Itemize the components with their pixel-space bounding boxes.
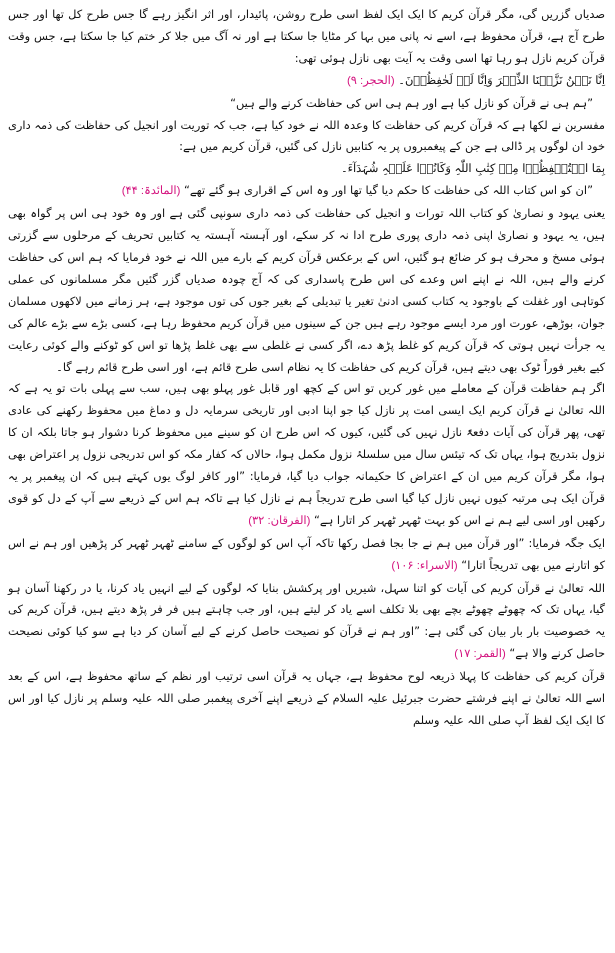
paragraph-intro: صدیاں گزریں گی، مگر قرآن کریم کا ایک ایک لفظ اسی طرح روشن، پائیدار، اور اثر انگیز رہے گا جس طرح کل تھا اور جس طرح آج ہے، قرآن محفوظ ہے، اسے نہ پانی میں بہا کر مٹایا جا سکتا ہے اور نہ آگ میں جلا کر ختم کیا جا سکتا ہے، جس وقت قرآن کریم نازل ہو رہا تھا اسی وقت یہ آیت بھی نازل ہوئی تھی:: [8, 7, 605, 65]
verse-text: اِنَّا نَحۡنُ نَزَّلۡنَا الذِّکۡرَ وَاِنَّا لَہٗ لَحٰفِظُوۡنَ۔: [398, 72, 605, 87]
paragraph-text: اگر ہم حفاظت قرآن کے معاملے میں غور کریں تو اس کے کچھ اور قابل غور پہلو بھی ہیں، سب سے پہلی بات تو یہ ہے کہ اللہ تعالیٰ نے قرآن کریم ایک ایسی امت پر نازل کیا جو اپنا ادبی اور تاریخی سرمایہ دل و دماغ میں محفوظ رکھنے کی عادی تھی، پھر قرآن کی آیات دفعۃً نازل نہیں کی گئیں، کیوں کہ اس طرح ان کو سینے میں محفوظ کرنا دشوار ہو جاتا بلکہ ان کا نزول بتدریج ہوا، یہاں تک کہ تیئس سال میں سلسلۂ نزول مکمل ہوا، حالاں کہ کفار مکہ کو اس تدریجی نزول پر اعتراض بھی ہوا، مگر قرآن کریم میں ان کے اعتراض کا حکیمانہ جواب دیا گیا، فرمایا: ”اور کافر لوگ یوں کہتے ہیں کہ ان پیغمبر پر یہ قرآن ایک ہی مرتبہ کیوں نہیں نازل کیا گیا اسی طرح تدریجاً ہم نے نازل کیا ہے تاکہ ہم اس کے ذریعے سے آپ کے دل کو قوی رکھیں اور اسی لیے ہم نے اس کو بہت ٹھہر ٹھہر کر اتارا ہے“: [8, 381, 605, 527]
verse-arabic-hijr: [8, 70, 605, 93]
translation-text: ”ان کو اس کتاب اللہ کی حفاظت کا حکم دیا گیا تھا اور وہ اس کے اقراری ہو گئے تھے“: [184, 183, 593, 198]
paragraph-qamar: [8, 578, 605, 667]
verse-translation-hijr: ”ہم ہی نے قرآن کو نازل کیا ہے اور ہم ہی اس کی حفاظت کرنے والے ہیں“: [230, 95, 593, 110]
verse-translation-maidah: [8, 180, 605, 203]
paragraph-lauh-mahfooz: قرآن کریم کی حفاظت کا پہلا ذریعہ لوح محفوظ ہے، جہاں یہ قرآن اسی ترتیب اور نظم کے ساتھ محفوظ ہے، اس کے بعد اسے اللہ تعالیٰ نے اپنے فرشتے حضرت جبرئیل علیہ السلام کے ذریعے اپنے آخری پیغمبر صلی اللہ علیہ وسلم پر نازل کیا اور اس کا ایک ایک لفظ آپ صلی اللہ علیہ وسلم: [8, 669, 605, 727]
paragraph-mufassirin: مفسرین نے لکھا ہے کہ قرآن کریم کی حفاظت کا وعدہ اللہ نے خود کیا ہے، جب کہ توریت اور انجیل کی حفاظت کی ذمہ داری خود ان لوگوں پر ڈالی ہے جن کے پیغمبروں پر یہ کتابیں نازل کی گئیں، قرآن کریم میں ہے:: [8, 117, 605, 154]
verse-reference: (القمر: ۱۷): [454, 648, 506, 661]
paragraph-isra: [8, 533, 605, 578]
paragraph-text: ایک جگہ فرمایا: ”اور قرآن میں ہم نے جا بجا فصل رکھا تاکہ آپ اس کو لوگوں کے سامنے ٹھہر ٹھہر کر پڑھیں اور ہم نے اس کو اتارنے میں بھی تدریجاً اتارا“: [8, 535, 605, 572]
verse-arabic-maidah: بِمَا اسۡتُحۡفِظُوۡا مِنۡ کِتٰبِ اللّٰہِ وَکَانُوۡا عَلَیۡہِ شُہَدَآءَ۔: [340, 161, 605, 176]
paragraph-ahl-kitab: یعنی یہود و نصاریٰ کو کتاب اللہ تورات و انجیل کی حفاظت کی ذمہ داری سونپی گئی ہے اور وہ خود ہی اس پر گواہ بھی ہیں، یہ یہود و نصاریٰ اپنی ذمہ داری پوری طرح ادا نہ کر سکے، اور آہستہ آہستہ یہ کتابیں تحریف کے مرحلوں سے گزرتی ہوئی مسخ و محرف ہو کر ضائع ہو گئیں، اس کے برعکس قرآن کریم کے بارے میں اللہ نے خود فرمایا کہ ہم اس کی حفاظت کرنے والے ہیں، اللہ نے اپنے اس وعدے کی اس طرح پاسداری کی کہ آج چودہ صدیاں گزر گئیں مگر مسلمانوں کی عملی کوتاہی اور غفلت کے باوجود یہ کتاب کسی ادنیٰ تغیر یا تبدیلی کے بغیر جوں کی توں موجود ہے، ہر زمانے میں لاکھوں مسلمان جوان، بوڑھے، عورت اور مرد ایسے موجود رہے ہیں جن کے سینوں میں قرآن کریم محفوظ رہا ہے، کسی بڑے سے بڑے عالم کی یہ جرأت نہیں ہوتی کہ قرآن کریم کو غلط پڑھ دے، اگر کسی نے غلطی سے بھی غلط پڑھا تو اس کو ٹوکنے والے کوئی رعایت کیے بغیر فوراً ٹوک بھی دیتے ہیں، قرآن کریم کی حفاظت کا یہ نظام اسی طرح قائم ہے، اور اسی طرح قائم رہے گا۔: [8, 206, 605, 374]
paragraph-text: اللہ تعالیٰ نے قرآن کریم کی آیات کو اتنا سہل، شیریں اور پرکشش بنایا کہ لوگوں کے لیے انہیں یاد کرنا، یا در رکھنا آسان ہو گیا، یہاں تک کہ چھوٹے چھوٹے بچے بھی بلا تکلف اسے یاد کر لیتے ہیں، اور جب چاہتے ہیں فر فر پڑھ دیتے ہیں، قرآن کریم کی یہ خصوصیت بار بار بیان کی گئی ہے: ”اور ہم نے قرآن کو نصیحت حاصل کرنے کے لیے آسان کر دیا ہے سو کیا کوئی نصیحت حاصل کرنے والا ہے“: [8, 580, 605, 661]
paragraph-tadreej: [8, 378, 605, 532]
verse-reference: (المائدۃ: ۴۴): [121, 185, 181, 198]
verse-reference: (الفرقان: ۳۲): [248, 514, 311, 527]
verse-reference: (الاسراء: ۱۰۶): [391, 559, 458, 572]
verse-reference: (الحجر: ۹): [346, 74, 395, 87]
